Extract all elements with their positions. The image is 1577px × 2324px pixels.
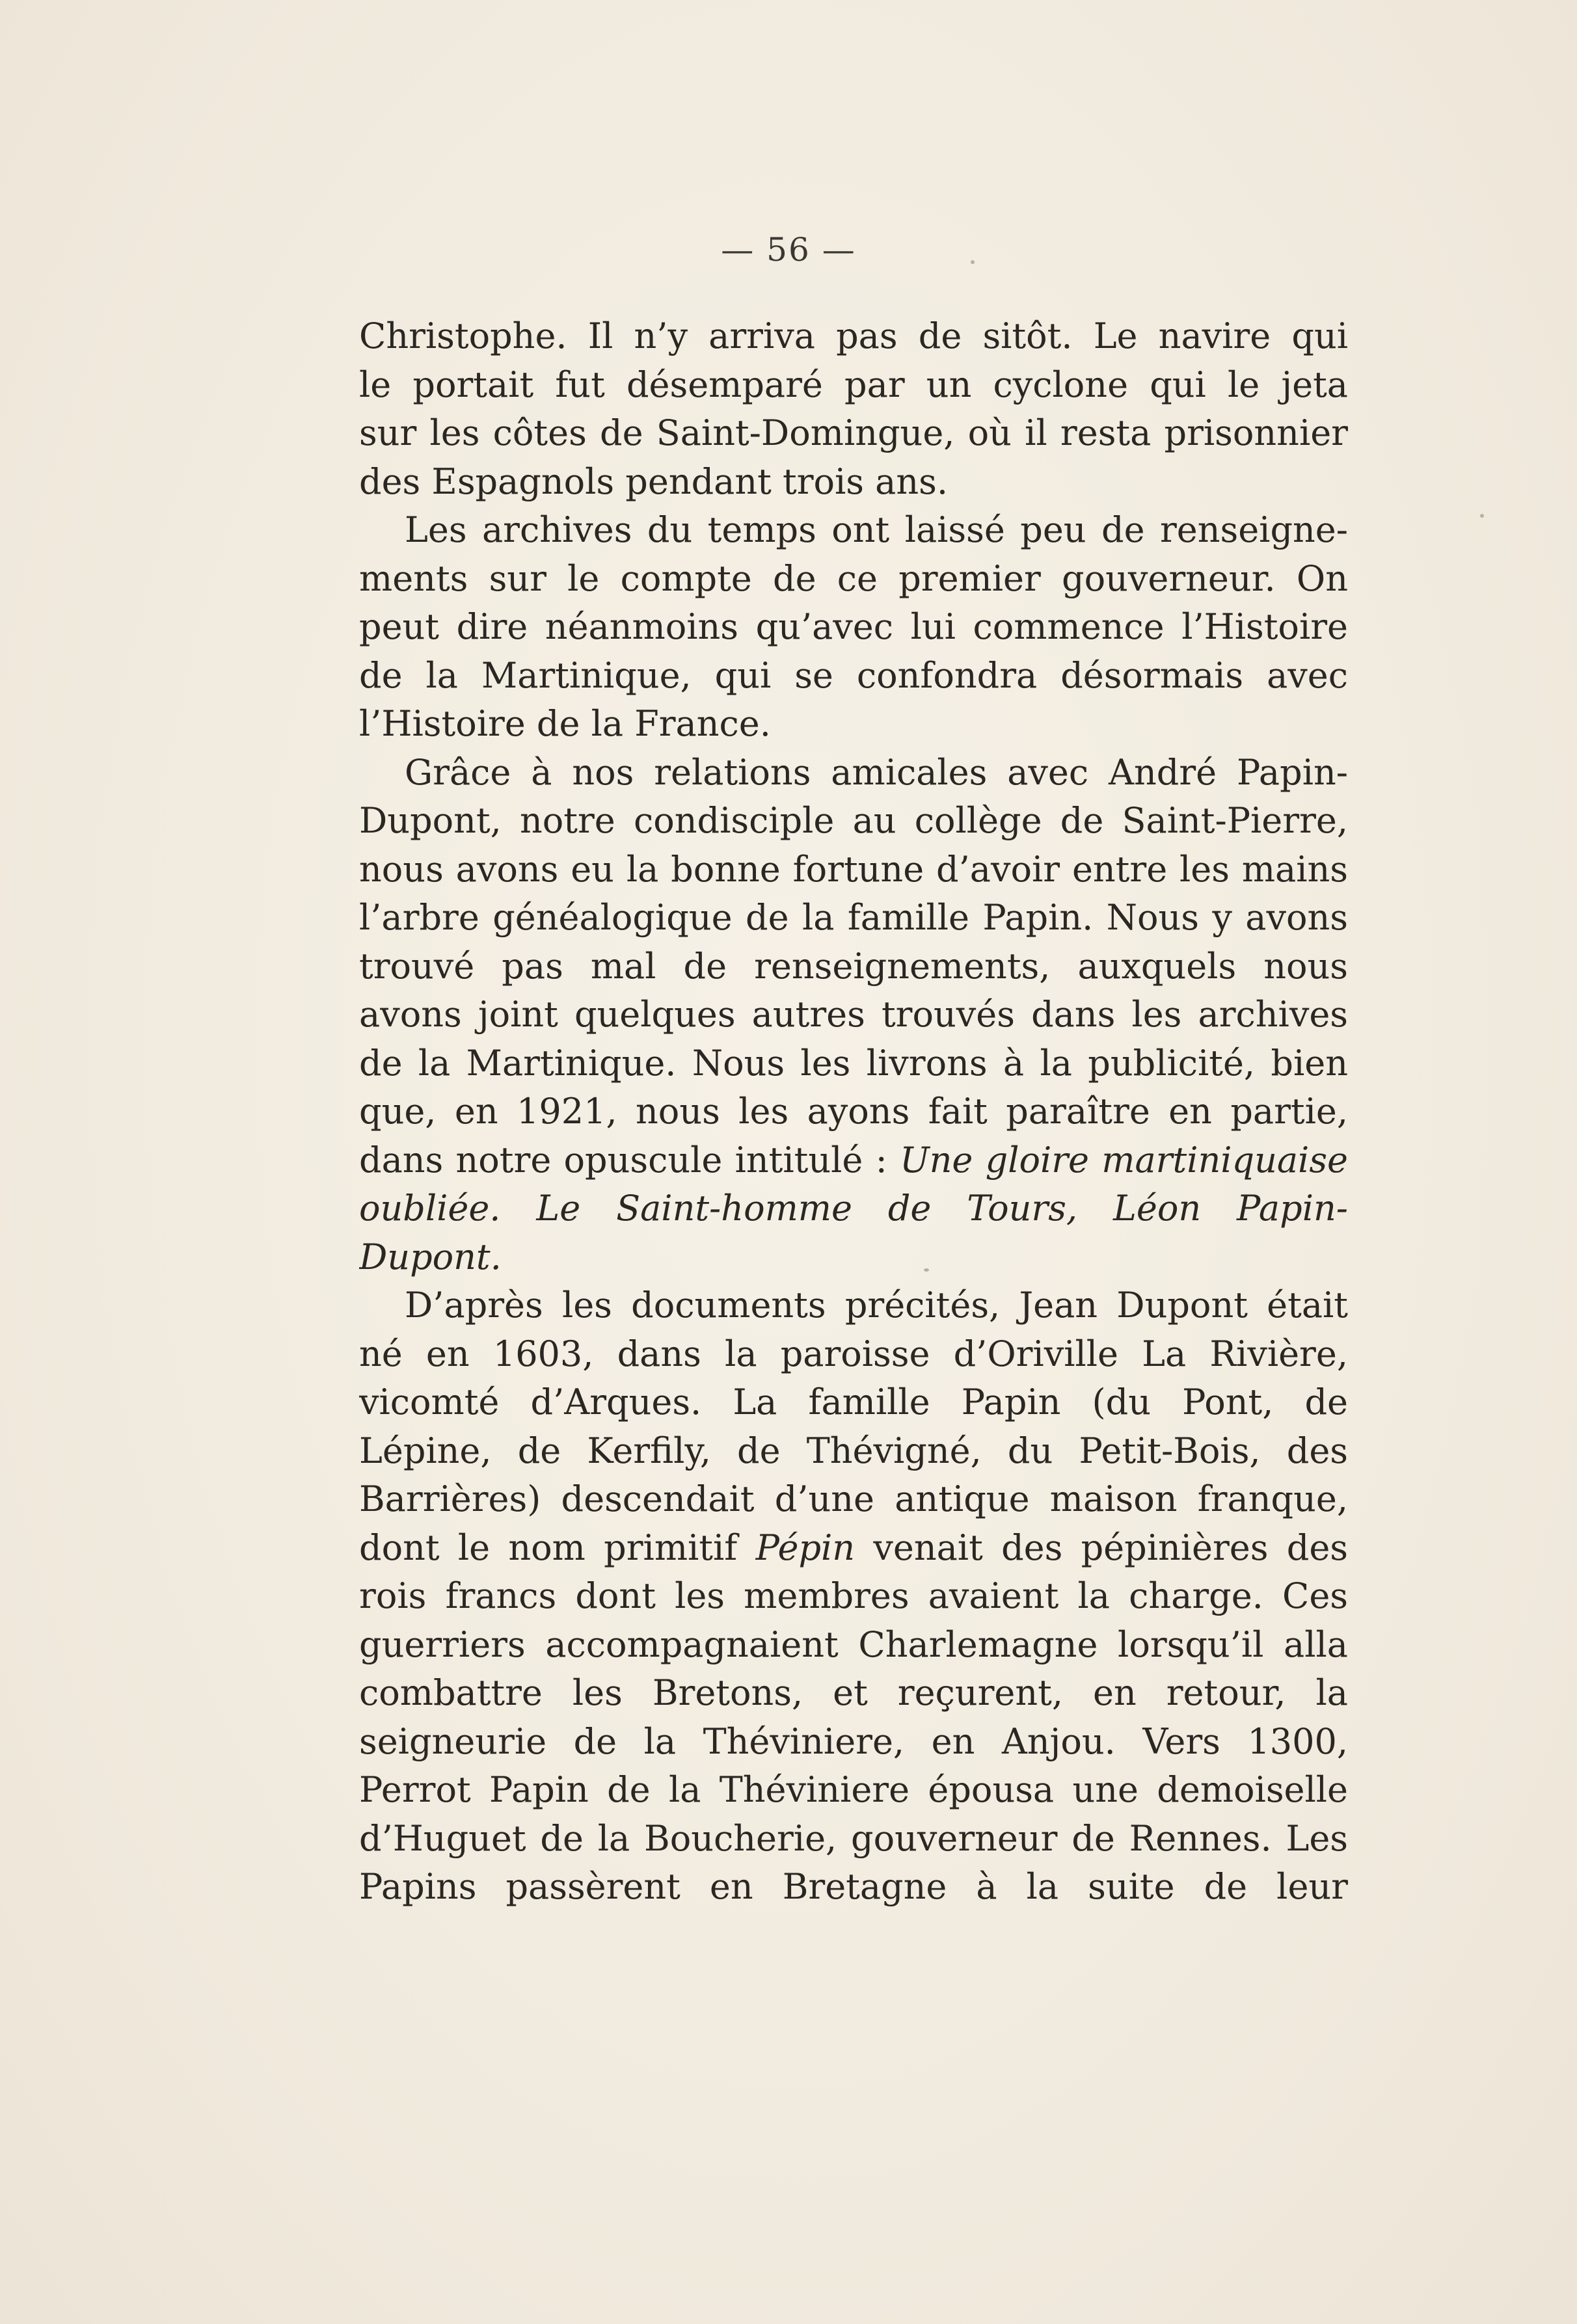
- text-line: l’arbre généalogique de la famille Papin. Nous y avons: [359, 897, 1348, 938]
- text-line: Christophe. Il n’y arriva pas de sitôt. Le navire qui: [359, 315, 1348, 356]
- text-line: né en 1603, dans la paroisse d’Oriville La Rivière,: [359, 1333, 1348, 1374]
- text-segment: dont le nom primitif: [359, 1527, 738, 1568]
- text-line: de la Martinique. Nous les livrons à la publicité, bien: [359, 1042, 1348, 1084]
- text-line: rois francs dont les membres avaient la charge. Ces: [359, 1575, 1348, 1616]
- paper-speck: [924, 1268, 929, 1272]
- text-segment: venait des pépinières des: [873, 1527, 1348, 1568]
- page-number: — 56 —: [721, 231, 856, 269]
- body-text: [359, 312, 1348, 1912]
- text-line: peut dire néanmoins qu’avec lui commence l’Histoire: [359, 606, 1348, 647]
- italic-word: Pépin: [755, 1527, 856, 1568]
- text-line: Les archives du temps ont laissé peu de renseigne-: [405, 509, 1348, 550]
- italic-title: oubliée. Le Saint-homme de Tours, Léon Papin-: [359, 1188, 1348, 1229]
- text-line: Lépine, de Kerfily, de Thévigné, du Petit-Bois, des: [359, 1430, 1348, 1471]
- text-line: des Espagnols pendant trois ans.: [359, 461, 949, 502]
- text-line-mixed: [359, 1136, 1348, 1185]
- text-line: nous avons eu la bonne fortune d’avoir entre les mains: [359, 848, 1348, 890]
- text-line: l’Histoire de la France.: [359, 703, 771, 744]
- text-segment: dans notre opuscule intitulé :: [359, 1139, 887, 1181]
- text-line: D’après les documents précités, Jean Dupont était: [405, 1285, 1348, 1326]
- text-line: Grâce à nos relations amicales avec André Papin-: [405, 751, 1348, 793]
- text-line-mixed: [359, 1524, 1348, 1573]
- text-line: de la Martinique, qui se confondra désormais avec: [359, 654, 1348, 696]
- text-line: guerriers accompagnaient Charlemagne lorsqu’il alla: [359, 1623, 1348, 1665]
- text-line: le portait fut désemparé par un cyclone qui le jeta: [359, 364, 1348, 405]
- paper-speck: [1480, 514, 1484, 518]
- text-line: trouvé pas mal de renseignements, auxquels nous: [359, 945, 1348, 987]
- text-line: ments sur le compte de ce premier gouverneur. On: [359, 557, 1348, 599]
- text-line: Barrières) descendait d’une antique maison franque,: [359, 1478, 1348, 1519]
- text-line: avons joint quelques autres trouvés dans les archives: [359, 994, 1348, 1035]
- text-line: Dupont, notre condisciple au collège de Saint-Pierre,: [359, 800, 1348, 841]
- text-line: d’Huguet de la Boucherie, gouverneur de Rennes. Les: [359, 1817, 1348, 1859]
- italic-title: Dupont.: [359, 1236, 502, 1277]
- text-line: vicomté d’Arques. La famille Papin (du Pont, de: [359, 1382, 1348, 1422]
- italic-title: Une gloire martiniquaise: [900, 1139, 1348, 1181]
- text-line: combattre les Bretons, et reçurent, en retour, la: [359, 1672, 1348, 1713]
- text-line: que, en 1921, nous les ayons fait paraître en partie,: [359, 1091, 1348, 1132]
- text-line: seigneurie de la Théviniere, en Anjou. Vers 1300,: [359, 1720, 1348, 1762]
- paper-speck: [971, 260, 975, 264]
- text-line: Papins passèrent en Bretagne à la suite de leur: [359, 1866, 1348, 1907]
- text-line: sur les côtes de Saint-Domingue, où il resta prisonnier: [359, 412, 1348, 453]
- text-line: Perrot Papin de la Théviniere épousa une demoiselle: [359, 1769, 1348, 1810]
